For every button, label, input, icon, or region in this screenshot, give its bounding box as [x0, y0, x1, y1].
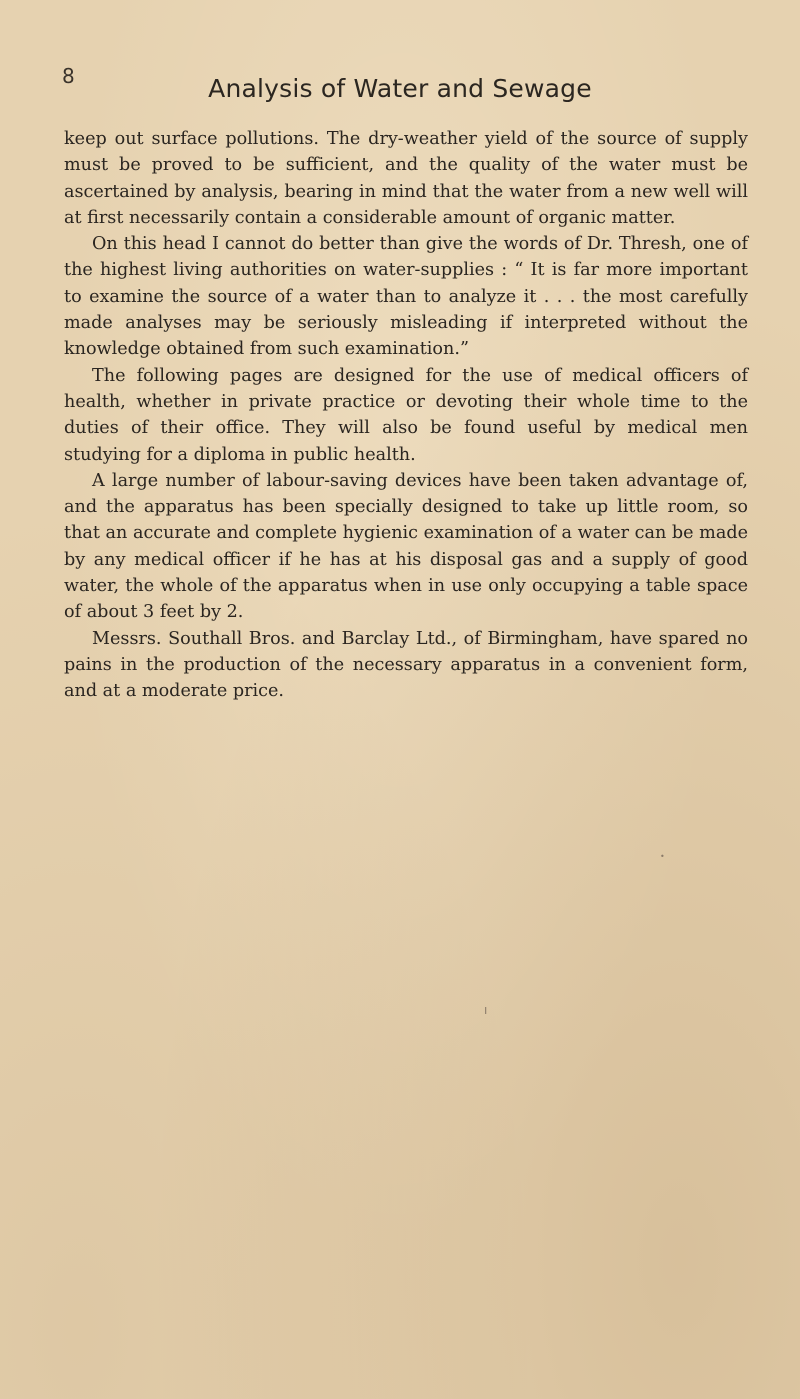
paragraph-continuation: keep out surface pollutions. The dry-weather yield of the source of supply must be proved to be sufficient, and the quality of the water must be ascertained by analysis, bearing in mind that the water from a new well will at first necessarily contain a considerable amount of organic matter.: [64, 129, 748, 228]
paragraph-acknowledgement: Messrs. Southall Bros. and Barclay Ltd., of Birmingham, have spared no pains in the production of the necessary apparatus in a convenient form, and at a moderate price.: [64, 628, 748, 702]
body-text: [64, 126, 748, 705]
paragraph-intended-readers: The following pages are designed for the use of medical officers of health, whether in private practice or devoting their whole time to the duties of their office. They will also be found useful by medical men studying for a diploma in public health.: [64, 365, 748, 465]
paragraph-thresh-quote: On this head I cannot do better than give the words of Dr. Thresh, one of the highest living authorities on water-supplies : “ It is far more important to examine the source of a water than to analyze it . . . the most carefully made analyses may be seriously misleading if interpreted without the knowledge obtained from such examination.”: [64, 234, 748, 360]
paper-speck: •: [660, 852, 665, 861]
page-number: 8: [62, 64, 75, 88]
running-title: Analysis of Water and Sewage: [208, 74, 592, 103]
paper-speck: ı: [484, 1003, 488, 1017]
paragraph-apparatus: A large number of labour-saving devices have been taken advantage of, and the apparatus has been specially designed to take up little room, so that an accurate and complete hygienic examination of a water can be made by any medical officer if he has at his disposal gas and a supply of good water, the whole of the apparatus when in use only occupying a table space of about 3 feet by 2.: [64, 470, 748, 623]
